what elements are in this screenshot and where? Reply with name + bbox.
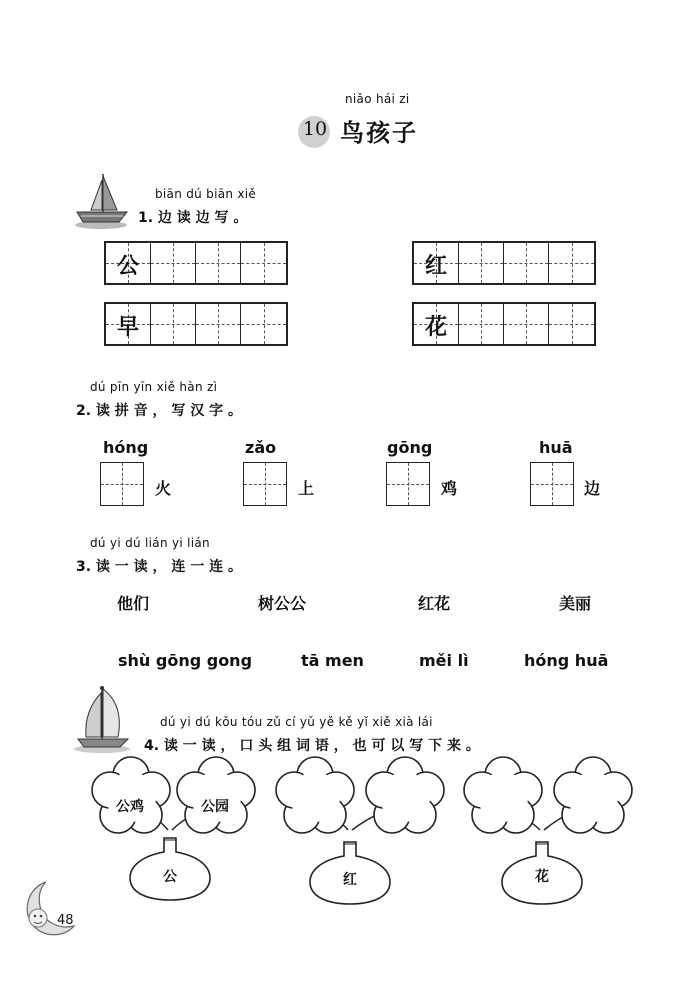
grid-char: 花 — [424, 315, 447, 340]
page-number: 48 — [57, 913, 74, 928]
answer-box[interactable] — [243, 462, 287, 506]
match-word[interactable]: 树公公 — [258, 594, 307, 613]
pinyin-prompt: huā — [539, 438, 573, 457]
word-suffix: 鸡 — [441, 479, 458, 498]
section1-pinyin: biān dú biān xiě — [155, 187, 257, 201]
writing-grid-hua[interactable] — [412, 302, 596, 346]
section1-label: 1. 边 读 边 写 。 — [138, 210, 248, 226]
flower-word[interactable]: 公园 — [201, 799, 229, 815]
section2-pinyin: dú pīn yīn xiě hàn zì — [90, 380, 218, 394]
grid-char: 红 — [424, 254, 447, 279]
section3-pinyin: dú yi dú lián yi lián — [90, 536, 210, 550]
moon-icon — [16, 878, 80, 942]
grid-char: 早 — [116, 315, 139, 340]
grid-char: 公 — [116, 254, 139, 279]
word-suffix: 上 — [298, 479, 315, 498]
answer-box[interactable] — [530, 462, 574, 506]
lesson-number: 10 — [302, 118, 328, 140]
word-suffix: 火 — [155, 479, 172, 498]
word-suffix: 边 — [584, 479, 601, 498]
match-pinyin[interactable]: měi lì — [419, 651, 469, 670]
match-pinyin[interactable]: shù gōng gong — [118, 651, 253, 670]
match-word[interactable]: 他们 — [117, 594, 150, 613]
match-word[interactable]: 美丽 — [559, 594, 592, 613]
answer-box[interactable] — [100, 462, 144, 506]
sailboat-icon — [73, 170, 129, 230]
section4-pinyin: dú yi dú kǒu tóu zǔ cí yǔ yě kě yǐ xiě xià lái — [160, 715, 433, 729]
vase-label: 花 — [535, 869, 549, 885]
section2-label: 2. 读 拼 音 ， 写 汉 字 。 — [76, 403, 243, 419]
section3-label: 3. 读 一 读 ， 连 一 连 。 — [76, 559, 243, 575]
pinyin-prompt: zǎo — [245, 438, 277, 457]
match-pinyin[interactable]: tā men — [301, 651, 364, 670]
vase-label: 公 — [163, 869, 177, 885]
writing-grid-hong[interactable] — [412, 241, 596, 285]
title-pinyin: niǎo hái zi — [345, 92, 410, 106]
page-title: 鸟孩子 — [340, 119, 418, 147]
section4-label: 4. 读 一 读 ， 口 头 组 词 语 ， 也 可 以 写 下 来 。 — [144, 738, 480, 754]
flower-word[interactable]: 公鸡 — [116, 799, 144, 815]
vase-label: 红 — [343, 872, 357, 888]
match-pinyin[interactable]: hóng huā — [524, 651, 609, 670]
pinyin-prompt: hóng — [103, 438, 149, 457]
writing-grid-gong[interactable] — [104, 241, 288, 285]
match-word[interactable]: 红花 — [418, 594, 451, 613]
sailboat-icon — [72, 683, 132, 755]
answer-box[interactable] — [386, 462, 430, 506]
pinyin-prompt: gōng — [387, 438, 433, 457]
writing-grid-zao[interactable] — [104, 302, 288, 346]
